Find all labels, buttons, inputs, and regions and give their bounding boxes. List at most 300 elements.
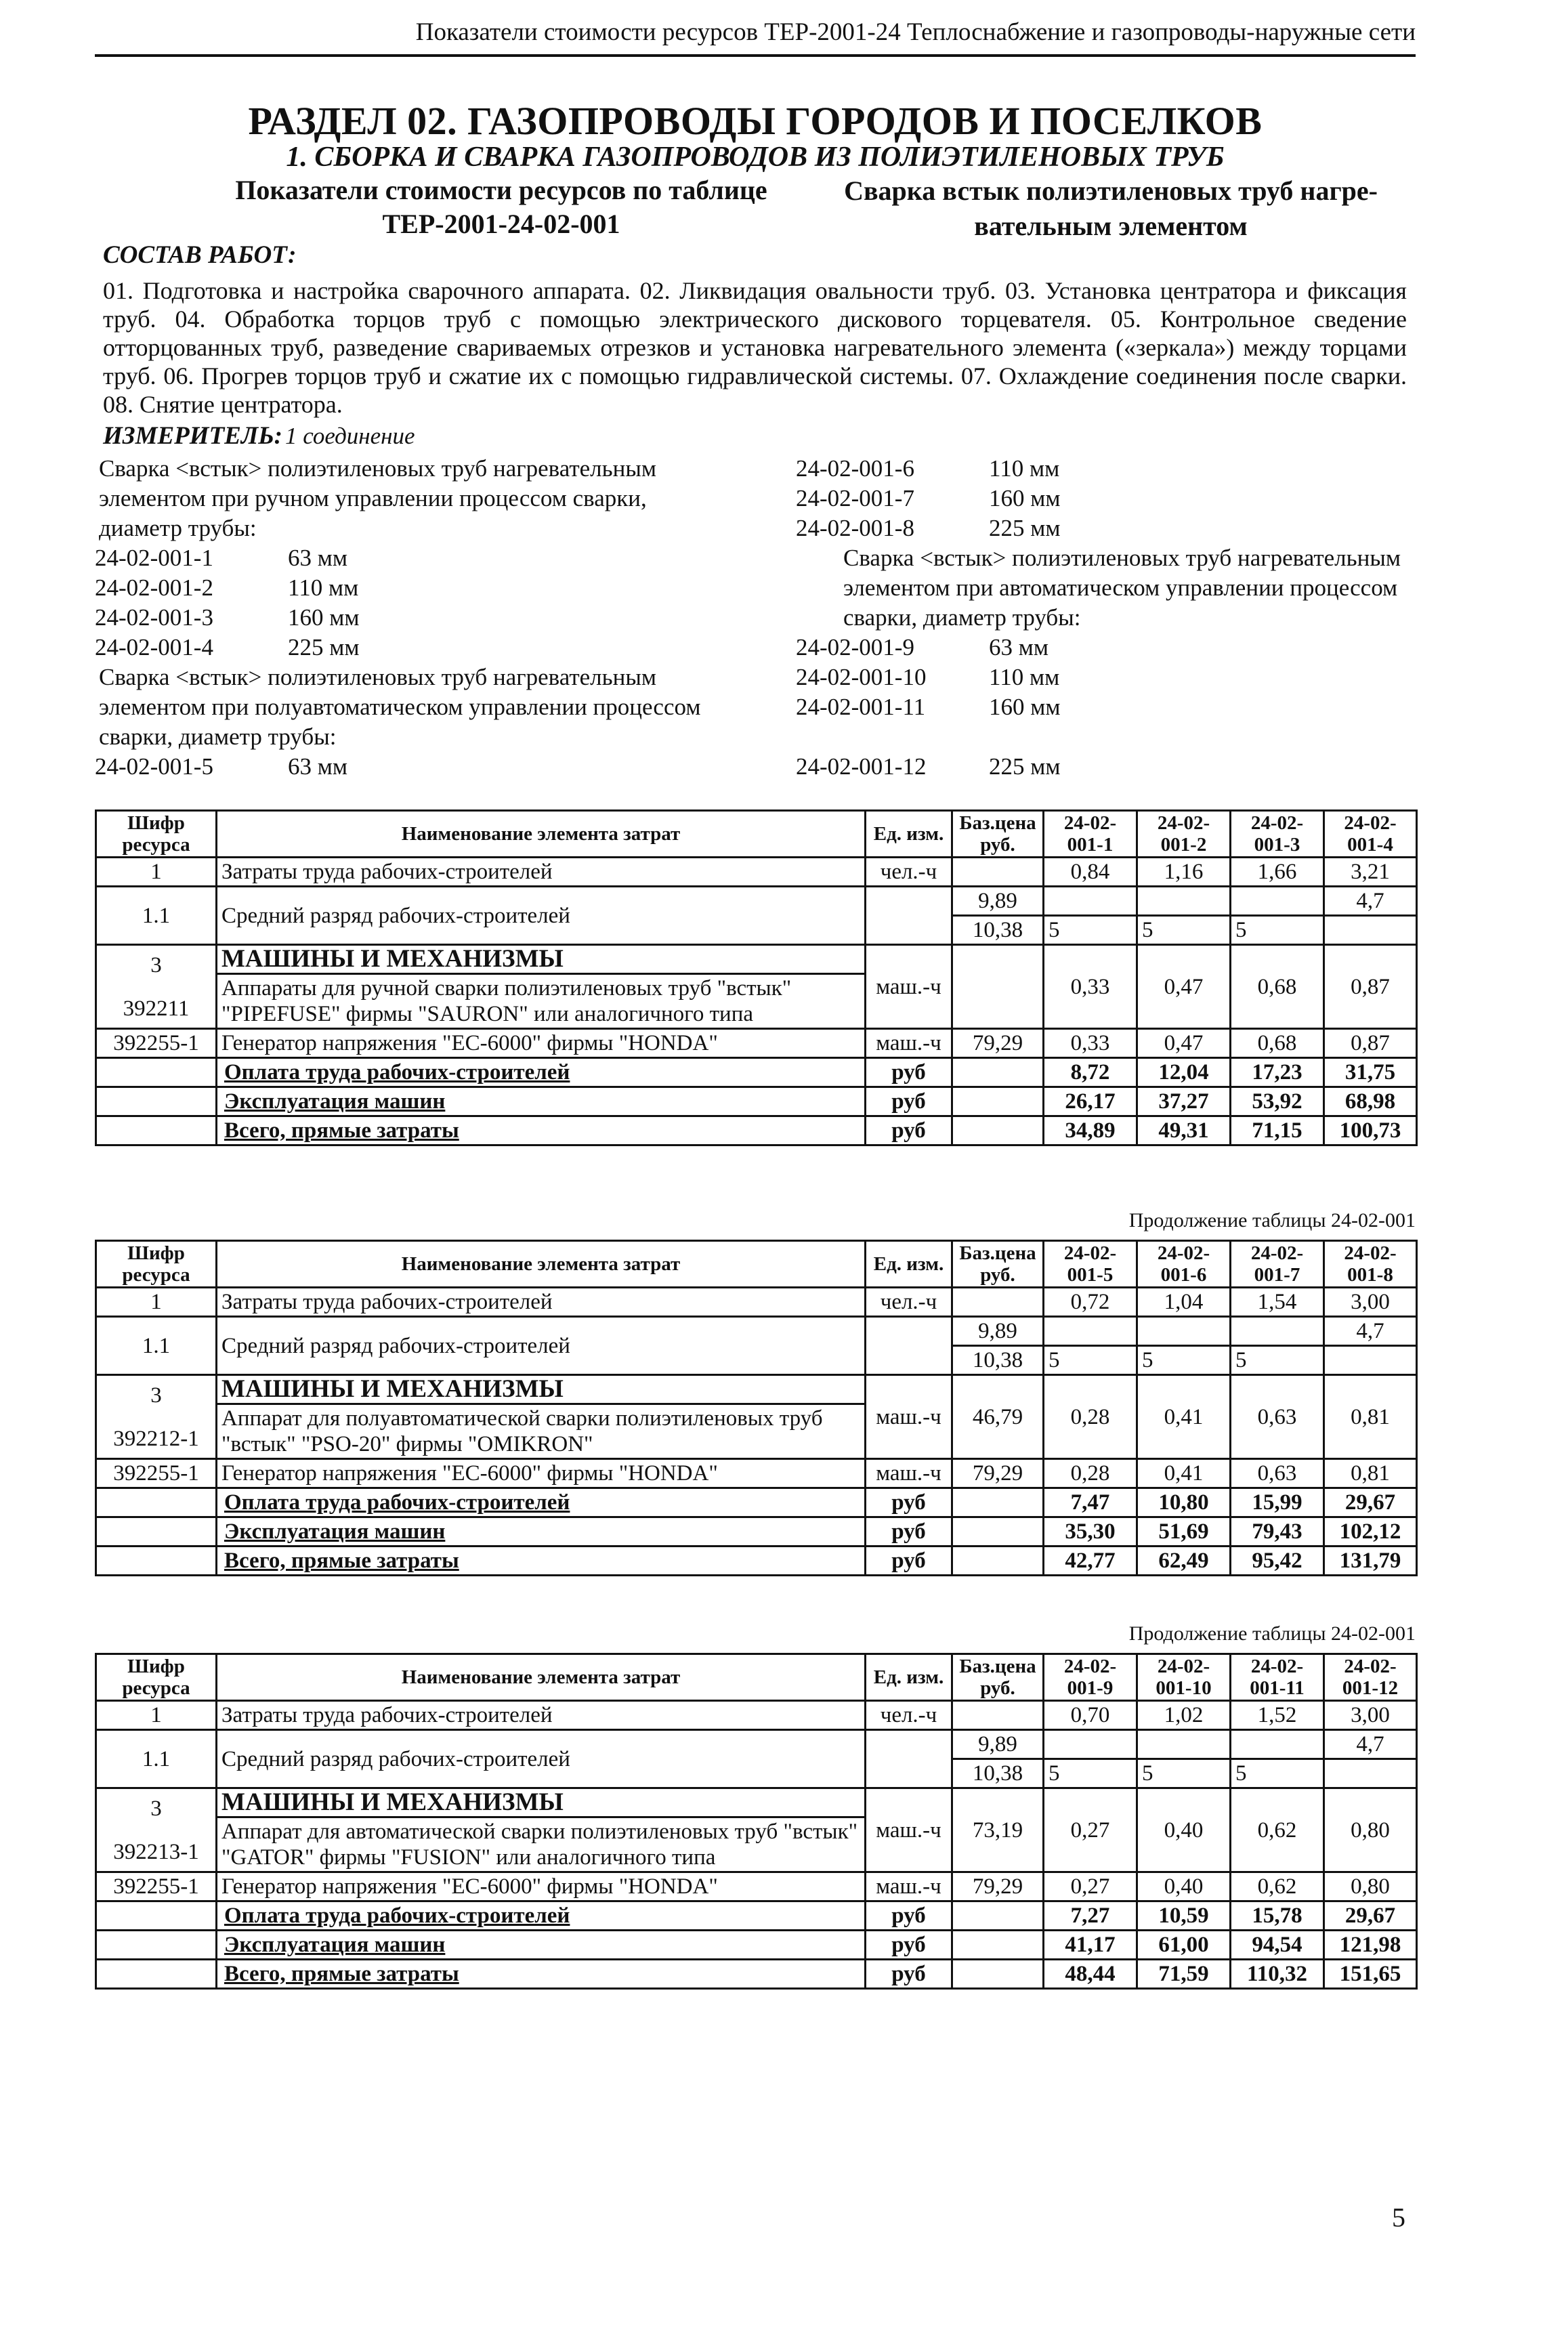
variant-code: 24-02-001-4 xyxy=(95,634,213,660)
variant-row xyxy=(796,484,1405,513)
cell-value: 3,00 xyxy=(1324,1701,1417,1730)
cell-value: 3,21 xyxy=(1324,858,1417,887)
table-continuation: Продолжение таблицы 24-02-001 xyxy=(1128,1209,1416,1232)
cell-value: 1,52 xyxy=(1231,1701,1324,1730)
variant-size: 63 мм xyxy=(288,753,348,780)
cell-value: 29,67 xyxy=(1324,1488,1417,1517)
cell-value: 0,33 xyxy=(1044,1029,1137,1058)
table-row-wages xyxy=(96,1488,1417,1517)
table-continuation: Продолжение таблицы 24-02-001 xyxy=(1128,1622,1416,1645)
table-header-row xyxy=(96,1241,1417,1288)
cost-table xyxy=(95,809,1418,1146)
cell-name: Средний разряд рабочих-строителей xyxy=(217,1730,866,1788)
variant-size: 110 мм xyxy=(989,664,1060,690)
cell-value: 68,98 xyxy=(1324,1087,1417,1116)
cell-value: 37,27 xyxy=(1137,1087,1231,1116)
variant-row xyxy=(95,573,718,603)
meter-unit: 1 соединение xyxy=(285,423,415,449)
header-variant: 24-02-001-11 xyxy=(1231,1654,1324,1701)
cell-value: 4,7 xyxy=(1324,1317,1417,1346)
cell-unit: руб xyxy=(866,1116,952,1145)
cell-value: 0,81 xyxy=(1324,1375,1417,1459)
table-row-generator xyxy=(96,1459,1417,1488)
cell-price xyxy=(952,1701,1044,1730)
cell-code: 392255-1 xyxy=(96,1872,217,1901)
variant-code: 24-02-001-8 xyxy=(796,515,914,541)
table-row-wages xyxy=(96,1901,1417,1931)
cell-unit: руб xyxy=(866,1901,952,1931)
cell-value: 5 xyxy=(1137,916,1231,945)
table-reference xyxy=(163,173,840,241)
cell-value: 0,84 xyxy=(1044,858,1137,887)
cell-price: 10,38 xyxy=(952,1346,1044,1375)
table-row-generator xyxy=(96,1872,1417,1901)
variant-row xyxy=(796,454,1405,484)
cell-unit: руб xyxy=(866,1517,952,1547)
cell-code xyxy=(96,1517,217,1547)
cell-value: 110,32 xyxy=(1231,1960,1324,1989)
cell-code: 1 xyxy=(96,858,217,887)
cell-price xyxy=(952,1288,1044,1317)
table-row-operation xyxy=(96,1931,1417,1960)
cell-value: 71,15 xyxy=(1231,1116,1324,1145)
cell-unit: руб xyxy=(866,1931,952,1960)
cell-price xyxy=(952,1488,1044,1517)
cell-price: 10,38 xyxy=(952,916,1044,945)
cost-table xyxy=(95,1653,1418,1990)
variants-left-column xyxy=(95,454,718,782)
cell-price: 46,79 xyxy=(952,1375,1044,1459)
variant-size: 63 мм xyxy=(288,545,348,571)
header-variant: 24-02-001-12 xyxy=(1324,1654,1417,1701)
cell-value xyxy=(1231,887,1324,916)
work-composition-label: СОСТАВ РАБОТ: xyxy=(103,241,297,269)
cell-code: 1.1 xyxy=(96,887,217,945)
cell-price xyxy=(952,1901,1044,1931)
cell-value: 95,42 xyxy=(1231,1547,1324,1576)
cell-code xyxy=(96,1116,217,1145)
cell-value: 4,7 xyxy=(1324,887,1417,916)
cell-value: 26,17 xyxy=(1044,1087,1137,1116)
cell-value: 10,59 xyxy=(1137,1901,1231,1931)
header-unit: Ед. изм. xyxy=(866,811,952,858)
cell-code: 1.1 xyxy=(96,1317,217,1375)
cell-name: Затраты труда рабочих-строителей xyxy=(217,1701,866,1730)
cell-unit xyxy=(866,1317,952,1375)
header-code: Шифр ресурса xyxy=(96,1654,217,1701)
cell-name: Оплата труда рабочих-строителей xyxy=(217,1901,866,1931)
cell-value xyxy=(1044,1317,1137,1346)
cell-price xyxy=(952,1931,1044,1960)
cell-unit: руб xyxy=(866,1547,952,1576)
cell-value: 0,62 xyxy=(1231,1872,1324,1901)
header-variant: 24-02-001-6 xyxy=(1137,1241,1231,1288)
cell-value: 0,63 xyxy=(1231,1459,1324,1488)
cell-value: 0,28 xyxy=(1044,1459,1137,1488)
cell-value: 1,54 xyxy=(1231,1288,1324,1317)
meter-label: ИЗМЕРИТЕЛЬ: xyxy=(103,422,282,450)
cell-value: 79,43 xyxy=(1231,1517,1324,1547)
variant-code: 24-02-001-2 xyxy=(95,574,213,601)
cell-code-group xyxy=(96,1375,217,1459)
cell-value: 5 xyxy=(1044,916,1137,945)
cell-code: 392211 xyxy=(123,996,190,1021)
header-name: Наименование элемента затрат xyxy=(217,1241,866,1288)
table-row-labor xyxy=(96,1701,1417,1730)
cell-value: 0,27 xyxy=(1044,1788,1137,1872)
cell-code: 3 xyxy=(150,952,162,977)
cell-price xyxy=(952,1517,1044,1547)
table-row-total xyxy=(96,1547,1417,1576)
header-unit: Ед. изм. xyxy=(866,1654,952,1701)
cell-code: 392213-1 xyxy=(113,1839,199,1864)
variants-right-column xyxy=(796,454,1405,782)
cell-value: 0,87 xyxy=(1324,1029,1417,1058)
table-row-machines-heading xyxy=(96,1788,1417,1817)
cell-name: Эксплуатация машин xyxy=(217,1931,866,1960)
cell-price xyxy=(952,858,1044,887)
variant-description-semi: Сварка <встык> полиэтиленовых труб нагревательным элементом при полуавтоматическом управлении процессом сварки, диаметр трубы: xyxy=(99,664,701,750)
cell-name: Аппарат для полуавтоматической сварки полиэтиленовых труб "встык" "PSO-20" фирмы "OMIKRON" xyxy=(217,1404,866,1459)
cell-value: 102,12 xyxy=(1324,1517,1417,1547)
cell-name: Всего, прямые затраты xyxy=(217,1116,866,1145)
cell-value: 5 xyxy=(1044,1759,1137,1788)
table-row-labor xyxy=(96,1288,1417,1317)
cell-value xyxy=(1324,1346,1417,1375)
cell-value xyxy=(1137,887,1231,916)
cell-value: 5 xyxy=(1231,916,1324,945)
cell-value xyxy=(1324,916,1417,945)
cell-name: Всего, прямые затраты xyxy=(217,1547,866,1576)
cell-value xyxy=(1044,887,1137,916)
cell-price: 79,29 xyxy=(952,1459,1044,1488)
cell-value: 15,78 xyxy=(1231,1901,1324,1931)
cell-value: 51,69 xyxy=(1137,1517,1231,1547)
cell-price xyxy=(952,1547,1044,1576)
header-name: Наименование элемента затрат xyxy=(217,811,866,858)
cell-price xyxy=(952,945,1044,1029)
table-row-operation xyxy=(96,1087,1417,1116)
cell-unit: чел.-ч xyxy=(866,1288,952,1317)
cell-value: 0,47 xyxy=(1137,945,1231,1029)
cell-code xyxy=(96,1488,217,1517)
table-row-machines-heading xyxy=(96,1375,1417,1404)
cell-value: 0,63 xyxy=(1231,1375,1324,1459)
header-variant: 24-02-001-9 xyxy=(1044,1654,1137,1701)
cell-price xyxy=(952,1960,1044,1989)
cell-value: 0,41 xyxy=(1137,1375,1231,1459)
cell-value: 0,41 xyxy=(1137,1459,1231,1488)
table-row-grade-top xyxy=(96,887,1417,916)
cell-value: 5 xyxy=(1231,1346,1324,1375)
cell-value: 0,81 xyxy=(1324,1459,1417,1488)
cell-value: 1,04 xyxy=(1137,1288,1231,1317)
subsection-title: 1. СБОРКА И СВАРКА ГАЗОПРОВОДОВ ИЗ ПОЛИЭТИЛЕНОВЫХ ТРУБ xyxy=(286,142,1225,173)
variant-row xyxy=(796,692,1405,722)
cell-unit: маш.-ч xyxy=(866,1375,952,1459)
header-variant: 24-02-001-3 xyxy=(1231,811,1324,858)
variant-size: 160 мм xyxy=(288,604,360,631)
page-number: 5 xyxy=(1392,2202,1405,2233)
cell-name: Эксплуатация машин xyxy=(217,1087,866,1116)
cell-value: 1,02 xyxy=(1137,1701,1231,1730)
cell-value: 41,17 xyxy=(1044,1931,1137,1960)
cell-unit: маш.-ч xyxy=(866,1029,952,1058)
cell-unit: маш.-ч xyxy=(866,1872,952,1901)
variant-code: 24-02-001-1 xyxy=(95,545,213,571)
header-rule xyxy=(95,54,1416,57)
variant-description-auto: Сварка <встык> полиэтиленовых труб нагревательным элементом при автоматическом управлении процессом сварки, диаметр трубы: xyxy=(843,545,1401,631)
cost-table xyxy=(95,1240,1418,1576)
cell-name: Генератор напряжения "ЕС-6000" фирмы "HONDA" xyxy=(217,1459,866,1488)
cell-value: 100,73 xyxy=(1324,1116,1417,1145)
cell-value: 0,28 xyxy=(1044,1375,1137,1459)
cell-value: 3,00 xyxy=(1324,1288,1417,1317)
variant-row xyxy=(95,603,718,633)
header-variant: 24-02-001-4 xyxy=(1324,811,1417,858)
cell-unit xyxy=(866,1730,952,1788)
cell-code xyxy=(96,1931,217,1960)
cell-price xyxy=(952,1058,1044,1087)
variant-code: 24-02-001-11 xyxy=(796,694,926,720)
cell-name: Всего, прямые затраты xyxy=(217,1960,866,1989)
cell-value: 0,40 xyxy=(1137,1872,1231,1901)
cell-value: 10,80 xyxy=(1137,1488,1231,1517)
cell-code xyxy=(96,1901,217,1931)
cell-value: 121,98 xyxy=(1324,1931,1417,1960)
table-row-labor xyxy=(96,858,1417,887)
header-variant: 24-02-001-1 xyxy=(1044,811,1137,858)
variant-row xyxy=(95,633,718,662)
cell-name-heading: МАШИНЫ И МЕХАНИЗМЫ xyxy=(217,1375,866,1404)
cell-unit: руб xyxy=(866,1058,952,1087)
cell-value xyxy=(1324,1759,1417,1788)
cell-unit: маш.-ч xyxy=(866,1788,952,1872)
cell-name: Аппарат для автоматической сварки полиэтиленовых труб "встык" "GATOR" фирмы "FUSION" или аналогичного типа xyxy=(217,1817,866,1872)
cell-value: 12,04 xyxy=(1137,1058,1231,1087)
table-header-row xyxy=(96,811,1417,858)
variant-size: 225 мм xyxy=(989,515,1061,541)
header-name: Наименование элемента затрат xyxy=(217,1654,866,1701)
cell-code: 1.1 xyxy=(96,1730,217,1788)
cell-code: 392212-1 xyxy=(113,1426,199,1451)
table-row-wages xyxy=(96,1058,1417,1087)
cell-value: 0,80 xyxy=(1324,1788,1417,1872)
cell-value xyxy=(1231,1730,1324,1759)
cell-name-heading: МАШИНЫ И МЕХАНИЗМЫ xyxy=(217,1788,866,1817)
variant-description-manual: Сварка <встык> полиэтиленовых труб нагревательным элементом при ручном управлении процессом сварки, диаметр трубы: xyxy=(99,455,656,541)
cell-value: 17,23 xyxy=(1231,1058,1324,1087)
cell-value: 0,27 xyxy=(1044,1872,1137,1901)
cell-value: 71,59 xyxy=(1137,1960,1231,1989)
variant-code: 24-02-001-12 xyxy=(796,753,927,780)
cell-value: 4,7 xyxy=(1324,1730,1417,1759)
cell-value: 7,27 xyxy=(1044,1901,1137,1931)
table-title-line: вательным элементом xyxy=(974,211,1248,241)
cell-value: 1,66 xyxy=(1231,858,1324,887)
cell-value: 0,70 xyxy=(1044,1701,1137,1730)
cell-code-group xyxy=(96,1788,217,1872)
cell-value: 0,62 xyxy=(1231,1788,1324,1872)
cell-name-heading: МАШИНЫ И МЕХАНИЗМЫ xyxy=(217,945,866,974)
table-reference-code: ТЕР-2001-24-02-001 xyxy=(382,209,620,239)
cell-price: 9,89 xyxy=(952,1730,1044,1759)
cell-price: 79,29 xyxy=(952,1029,1044,1058)
cell-name: Аппараты для ручной сварки полиэтиленовых труб "встык" "PIPEFUSE" фирмы "SAURON" или аналогичного типа xyxy=(217,974,866,1029)
cell-unit: руб xyxy=(866,1960,952,1989)
cell-value: 0,68 xyxy=(1231,945,1324,1029)
cell-value: 0,72 xyxy=(1044,1288,1137,1317)
cell-value xyxy=(1137,1317,1231,1346)
variant-code: 24-02-001-10 xyxy=(796,664,927,690)
cell-price: 10,38 xyxy=(952,1759,1044,1788)
cell-value xyxy=(1231,1317,1324,1346)
cell-unit: руб xyxy=(866,1488,952,1517)
cell-value: 5 xyxy=(1231,1759,1324,1788)
cell-price: 9,89 xyxy=(952,1317,1044,1346)
table-header-row xyxy=(96,1654,1417,1701)
cell-code: 3 xyxy=(150,1383,162,1408)
cell-price xyxy=(952,1087,1044,1116)
header-variant: 24-02-001-8 xyxy=(1324,1241,1417,1288)
variant-row xyxy=(95,543,718,573)
cell-code: 3 xyxy=(150,1796,162,1821)
cell-name: Оплата труда рабочих-строителей xyxy=(217,1058,866,1087)
cell-name: Генератор напряжения "ЕС-6000" фирмы "HONDA" xyxy=(217,1872,866,1901)
cell-price: 73,19 xyxy=(952,1788,1044,1872)
cell-price: 9,89 xyxy=(952,887,1044,916)
cell-price xyxy=(952,1116,1044,1145)
cell-code xyxy=(96,1058,217,1087)
cell-value: 5 xyxy=(1137,1346,1231,1375)
cell-code: 392255-1 xyxy=(96,1459,217,1488)
variant-row xyxy=(796,752,1405,782)
cell-unit: маш.-ч xyxy=(866,945,952,1029)
variant-size: 160 мм xyxy=(989,485,1061,511)
header-variant: 24-02-001-5 xyxy=(1044,1241,1137,1288)
header-code: Шифр ресурса xyxy=(96,1241,217,1288)
table-reference-line: Показатели стоимости ресурсов по таблице xyxy=(235,175,767,205)
table-row-total xyxy=(96,1960,1417,1989)
cell-unit xyxy=(866,887,952,945)
cell-price: 79,29 xyxy=(952,1872,1044,1901)
cell-value: 42,77 xyxy=(1044,1547,1137,1576)
cell-value: 35,30 xyxy=(1044,1517,1137,1547)
cell-value: 61,00 xyxy=(1137,1931,1231,1960)
cell-name: Средний разряд рабочих-строителей xyxy=(217,887,866,945)
cell-value: 53,92 xyxy=(1231,1087,1324,1116)
header-variant: 24-02-001-7 xyxy=(1231,1241,1324,1288)
variant-size: 160 мм xyxy=(989,694,1061,720)
cell-value: 0,47 xyxy=(1137,1029,1231,1058)
variant-code: 24-02-001-6 xyxy=(796,455,914,482)
work-composition-text: 01. Подготовка и настройка сварочного аппарата. 02. Ликвидация овальности труб. 03. Установка центратора и фиксация труб. 04. Обработка торцов труб с помощью электрического дискового торцевателя. 05. Контрольное сведение отторцованных труб, разведение свариваемых отрезков и установка нагревательного элемента («зеркала») между торцами труб. 06. Прогрев торцов труб и сжатие их с помощью гидравлической системы. 07. Охлаждение соединения после сварки. 08. Снятие центратора. xyxy=(103,277,1407,418)
cell-unit: руб xyxy=(866,1087,952,1116)
cell-code xyxy=(96,1960,217,1989)
cell-value: 31,75 xyxy=(1324,1058,1417,1087)
cell-value: 8,72 xyxy=(1044,1058,1137,1087)
cell-unit: чел.-ч xyxy=(866,1701,952,1730)
cell-value: 94,54 xyxy=(1231,1931,1324,1960)
table-row-operation xyxy=(96,1517,1417,1547)
table-title-line: Сварка встык полиэтиленовых труб нагре- xyxy=(844,175,1378,206)
cell-value: 0,40 xyxy=(1137,1788,1231,1872)
header-price: Баз.цена руб. xyxy=(952,1241,1044,1288)
header-price: Баз.цена руб. xyxy=(952,1654,1044,1701)
cell-code xyxy=(96,1547,217,1576)
cell-value: 0,80 xyxy=(1324,1872,1417,1901)
running-header: Показатели стоимости ресурсов ТЕР-2001-24 Теплоснабжение и газопроводы-наружные сети xyxy=(415,18,1416,46)
cell-name: Эксплуатация машин xyxy=(217,1517,866,1547)
cell-value: 7,47 xyxy=(1044,1488,1137,1517)
table-row-total xyxy=(96,1116,1417,1145)
cell-unit: маш.-ч xyxy=(866,1459,952,1488)
variant-code: 24-02-001-7 xyxy=(796,485,914,511)
variant-code: 24-02-001-3 xyxy=(95,604,213,631)
meter xyxy=(103,421,415,450)
variant-size: 225 мм xyxy=(989,753,1061,780)
header-variant: 24-02-001-10 xyxy=(1137,1654,1231,1701)
cell-value: 5 xyxy=(1044,1346,1137,1375)
cell-code xyxy=(96,1087,217,1116)
variant-size: 63 мм xyxy=(989,634,1049,660)
cell-value xyxy=(1137,1730,1231,1759)
cell-value: 34,89 xyxy=(1044,1116,1137,1145)
section-title: РАЗДЕЛ 02. ГАЗОПРОВОДЫ ГОРОДОВ И ПОСЕЛКОВ xyxy=(248,99,1263,143)
cell-value: 29,67 xyxy=(1324,1901,1417,1931)
cell-value: 49,31 xyxy=(1137,1116,1231,1145)
table-title xyxy=(813,173,1409,244)
variant-row xyxy=(796,633,1405,662)
cell-code: 1 xyxy=(96,1288,217,1317)
cell-value: 151,65 xyxy=(1324,1960,1417,1989)
variant-code: 24-02-001-9 xyxy=(796,634,914,660)
table-row-grade-top xyxy=(96,1730,1417,1759)
cell-unit: чел.-ч xyxy=(866,858,952,887)
cell-name: Затраты труда рабочих-строителей xyxy=(217,858,866,887)
table-row-machines-heading xyxy=(96,945,1417,974)
cell-value: 1,16 xyxy=(1137,858,1231,887)
table-row-generator xyxy=(96,1029,1417,1058)
cell-name: Генератор напряжения "ЕС-6000" фирмы "HONDA" xyxy=(217,1029,866,1058)
header-code: Шифр ресурса xyxy=(96,811,217,858)
variant-size: 110 мм xyxy=(989,455,1060,482)
cell-code-group xyxy=(96,945,217,1029)
cell-value: 0,33 xyxy=(1044,945,1137,1029)
cell-name: Средний разряд рабочих-строителей xyxy=(217,1317,866,1375)
header-variant: 24-02-001-2 xyxy=(1137,811,1231,858)
variant-row xyxy=(796,513,1405,543)
header-unit: Ед. изм. xyxy=(866,1241,952,1288)
header-price: Баз.цена руб. xyxy=(952,811,1044,858)
cell-value: 15,99 xyxy=(1231,1488,1324,1517)
cell-value: 0,87 xyxy=(1324,945,1417,1029)
cell-value: 131,79 xyxy=(1324,1547,1417,1576)
variant-code: 24-02-001-5 xyxy=(95,753,213,780)
cell-value: 0,68 xyxy=(1231,1029,1324,1058)
variant-row xyxy=(796,662,1405,692)
cell-code: 392255-1 xyxy=(96,1029,217,1058)
cell-name: Оплата труда рабочих-строителей xyxy=(217,1488,866,1517)
table-row-grade-top xyxy=(96,1317,1417,1346)
cell-code: 1 xyxy=(96,1701,217,1730)
variant-row xyxy=(95,752,718,782)
cell-value xyxy=(1044,1730,1137,1759)
cell-value: 62,49 xyxy=(1137,1547,1231,1576)
cell-value: 5 xyxy=(1137,1759,1231,1788)
cell-value: 48,44 xyxy=(1044,1960,1137,1989)
variant-size: 110 мм xyxy=(288,574,359,601)
